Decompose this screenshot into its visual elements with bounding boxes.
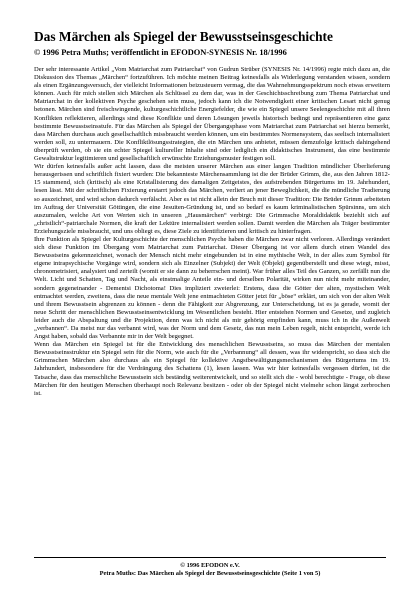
page-title: Das Märchen als Spiegel der Bewusstseinsgeschichte <box>34 29 333 44</box>
footer-divider <box>34 557 386 558</box>
publication-info: © 1996 Petra Muths; veröffentlicht in EFODON-SYNESIS Nr. 18/1996 <box>34 48 287 57</box>
footer-copyright: © 1996 EFODON e.V. <box>180 562 240 569</box>
paragraph: Wir dürfen keinesfalls außer acht lassen, dass die meisten unserer Märchen aus einer langen Tradition mündlicher Überlieferung herausgerissen und schriftlich fixiert wurden: Die bekannteste Märchensammlung ist die der Brüder Grimm, die, aus den Jahren 1812-15 stammend, sich (kritisch) als eine Kristallisierung des damaligen Zeitgeistes, des aufstrebenden Bürgertums im 19. Jahrhundert, lesen lässt. Mit der schriftlichen Fixierung erstarrt jedoch das Märchen, verliert an jener Beweglichkeit, die die mündliche Tradierung so auszeichnet, und wird schon dadurch verfälscht. Aber es ist nicht allein der Bruch mit dieser Tradition: Die Brüder Grimm arbeiteten im Auftrag der Universität Göttingen, die eine Jesuiten-Gründung ist, und so bedarf es kaum kriminalistischen Spürsinns, um sich auszumalen, welche Art von Werten sich in unseren „Hausmärchen“ verbirgt: Die Grimmsche Moraldidaktik beziehlt sich auf „christlich“-patriarchale Normen, die kraft der Lektüre internalisiert werden sollen. Damit werden die Märchen als Träger bestimmter Erziehungsziele missbraucht, und uns obliegt es, diese Ziele zu identifizieren und kritisch zu hinterfragen. <box>34 163 390 235</box>
page-footer <box>34 562 386 578</box>
paragraph: Der sehr interessante Artikel „Vom Matriarchat zum Patriarchat“ von Gudrun Strüber (SYNESIS Nr. 14/1996) regte mich dazu an, die Diskussion des Themas „Märchen“ fortzuführen. Ich möchte meinen Beitrag keinesfalls als Widerlegung verstanden wissen, sondern als einen Ergänzungsversuch, der vielleicht Informationen beizusteuern vermag, die das Wahrnehmungsspektrum noch etwas erweitern können. Auch für mich stellen sich Märchen als Schlüssel zu dem dar, was in der Geschichtsschreibung zum Thema Patriarchat und Matriarchat in der kollektiven Psyche geschehen sein muss, jedoch kann ich die Notwendigkeit einer kritischen Lesart nicht genug betonen. Märchen sind freischwingende, kulturgeschichtliche Energiefelder, die wie ein Spiegel unsere Seelengeschichte mit all ihren Konflikten reflektieren, allerdings sind diese Konflikte und deren Lösungen jeweils historisch bedingt und repräsentieren eine ganz bestimmte Bewusstseinsstufe. Für das Märchen als Spiegel der Übergangsphase vom Matriarchat zum Patriarchat sei hierzu bemerkt, dass Märchen durchaus auch gesellschaftlich missbraucht werden können, um ein bestimmtes Normensystem, das seelisch internalisiert werden soll, zu untermauern. Die Konfliktlösungsstrategien, die ein Märchen uns anbietet, müssen demzufolge kritisch dahingehend überprüft werden, ob sie ein echter Spiegel kultureller Inhalte sind oder lediglich ein didaktisches Instrument, das eine bestimmte Gewaltstruktur legitimieren und gesellschaftlich erwünschte Erziehungsmuster festigen soll. <box>34 66 390 163</box>
article-body <box>34 66 390 398</box>
paragraph: Ihre Funktion als Spiegel der Kulturgeschichte der menschlichen Psyche haben die Märchen zwar nicht verloren. Allerdings verändert sich diese Funktion im Übergang vom Matriarchat zum Patriarchat. Dieser Übergang ist vor allem durch einen Wandel des Bewusstseins gekennzeichnet, wonach der Mensch nicht mehr eingebunden ist in eine mythische Welt, in der alles zum Symbol für eigene intrapsychische Vorgänge wird, sondern sich als Einzelner (Subjekt) der Welt (Objekt) gegenüberstellt und diese wiegt, misst, chronometrisiert, analysiert und zerteilt (womit er sie dann zu beherrschen meint). War früher alles Teil des Ganzen, so zerfällt nun die Welt. Licht und Schatten, Tag und Nacht, als einstmalige Anteile ein- und derselben Polarität, wirken nun nicht mehr miteinander, sondern gegeneinander - Dementsi Dichotoma! Dies impliziert zweierlei: Erstens, dass die Götter der alten, mystischen Welt entmachtet werden, zweitens, dass die neue mentale Welt jene entmachteten Götter jetzt für „böse“ erklärt, um sich von der alten Welt und ihrem Bewusstsein abgrenzen zu können - denn die Fähigkeit zur Abgrenzung, zur Unterscheidung, ist es ja gerade, womit der neue Schritt der menschlichen Bewusstseinsentwicklung im Wesentlichen besteht. Hier entstehen Normen und Gesetze, und zugleich leider auch die Abspaltung und die Projektion, denn was ich nicht als mir gehörig empfinden kann, muss ich in die Außenwelt „verbannen“. Da meist nur das verbannt wird, was der Norm und dem Gesetz, das nun mein Leben regelt, nicht entspricht, werde ich Angst haben, sobald das Verbannte mir in der Welt begegnet. <box>34 235 390 341</box>
paragraph: Wenn das Märchen ein Spiegel ist für die Entwicklung des menschlichen Bewusstseins, so muss das Märchen der mentalen Bewusstseinsstruktur ein Spiegel sein für die Norm, wie auch für die „Verbannung“ all dessen, was ihr widerspricht, so dass sich die Grimmschen Märchen also durchaus als ein Spiegel für kollektive Angstbewältigungsmechanismen des Bürgertums im 19. Jahrhundert, insbesondere für die Verdrängung des Schattens (1), lesen lassen. Was wir hier keinesfalls vergessen dürfen, ist die Tatsache, dass das menschliche Bewusstsein sich beständig weiterentwickelt, und so stellt sich die - wohl berechtigte - Frage, ob diese Märchen für den heutigen Menschen überhaupt noch Relevanz besitzen - oder ob der Spiegel nicht vielmehr schon längst zerbrochen ist. <box>34 341 390 397</box>
footer-page-info: Petra Muths: Das Märchen als Spiegel der Bewusstseinsgeschichte (Seite 1 von 5) <box>99 570 321 577</box>
